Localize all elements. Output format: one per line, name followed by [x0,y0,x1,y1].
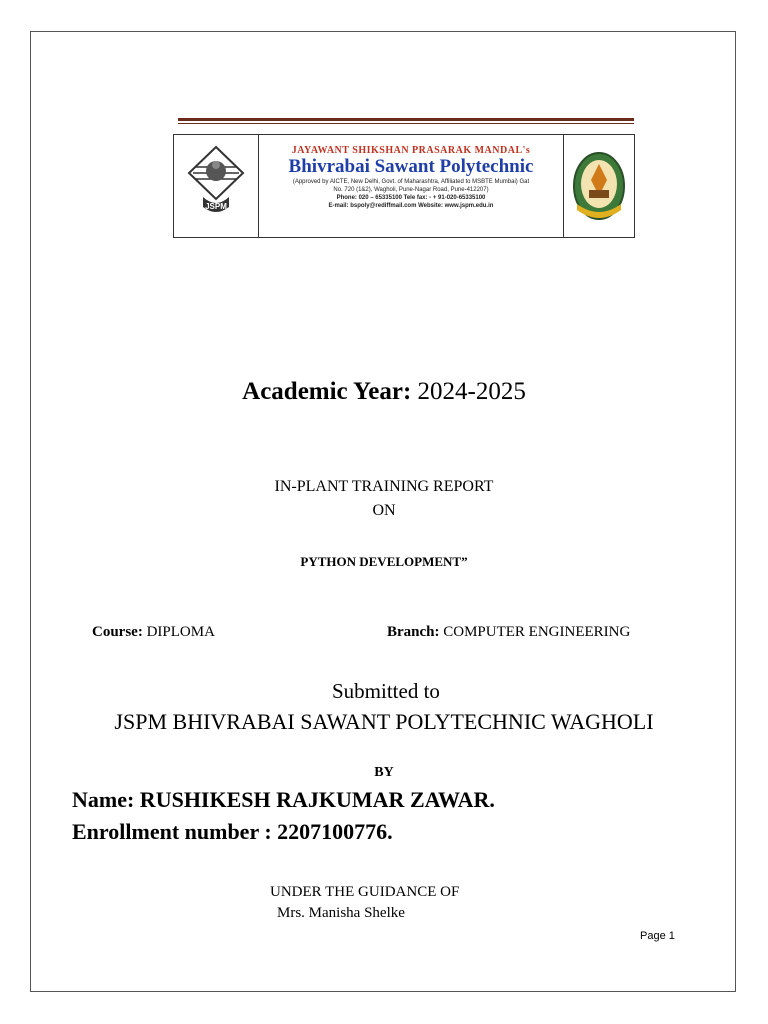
polytechnic-emblem-icon [564,135,634,237]
phone-line: Phone: 020 – 65335100 Tele fax: - + 91-020-65335100 [336,195,486,201]
student-name: Name: RUSHIKESH RAJKUMAR ZAWAR. [72,787,495,812]
header-rule-thin [178,123,634,124]
report-title-line2: ON [372,502,396,519]
email-line: E-mail: bspoly@rediffmail.com Website: www.jspm.edu.in [328,203,494,209]
jspm-logo-icon [174,135,259,237]
institute-name: Bhivrabai Sawant Polytechnic [288,156,534,177]
jspm-logo-text: JSPM [205,202,227,211]
academic-year [0,378,768,406]
branch-value: COMPUTER ENGINEERING [443,624,631,640]
guidance-label: UNDER THE GUIDANCE OF [270,884,460,900]
submitted-to: Submitted to [332,679,440,703]
course-value: DIPLOMA [146,624,215,640]
institution-full-name: JSPM BHIVRABAI SAWANT POLYTECHNIC WAGHOLI [114,709,654,734]
branch-label: Branch: [387,624,440,640]
approval-line: (Approved by AICTE, New Delhi, Govt. of Maharashtra, Affiliated to MSBTE Mumbai) Gat [292,179,530,185]
report-topic: PYTHON DEVELOPMENT” [300,554,468,569]
academic-year-label: Academic Year: [242,378,412,405]
by-label: BY [374,765,394,780]
institute-banner [173,134,635,238]
report-title-line1: IN-PLANT TRAINING REPORT [274,478,494,495]
banner-center [259,135,564,237]
course-line [92,624,215,641]
course-label: Course: [92,624,143,640]
page-number: Page 1 [640,930,675,942]
enrollment-number: Enrollment number : 2207100776. [72,819,393,844]
address-line: No. 720 (1&2), Wagholi, Pune-Nagar Road, Pune-412207) [333,187,489,193]
academic-year-value: 2024-2025 [417,378,526,405]
guide-name: Mrs. Manisha Shelke [277,905,405,921]
branch-line [387,624,630,641]
society-name: JAYAWANT SHIKSHAN PRASARAK MANDAL's [291,145,531,156]
header-rule-thick [178,118,634,121]
